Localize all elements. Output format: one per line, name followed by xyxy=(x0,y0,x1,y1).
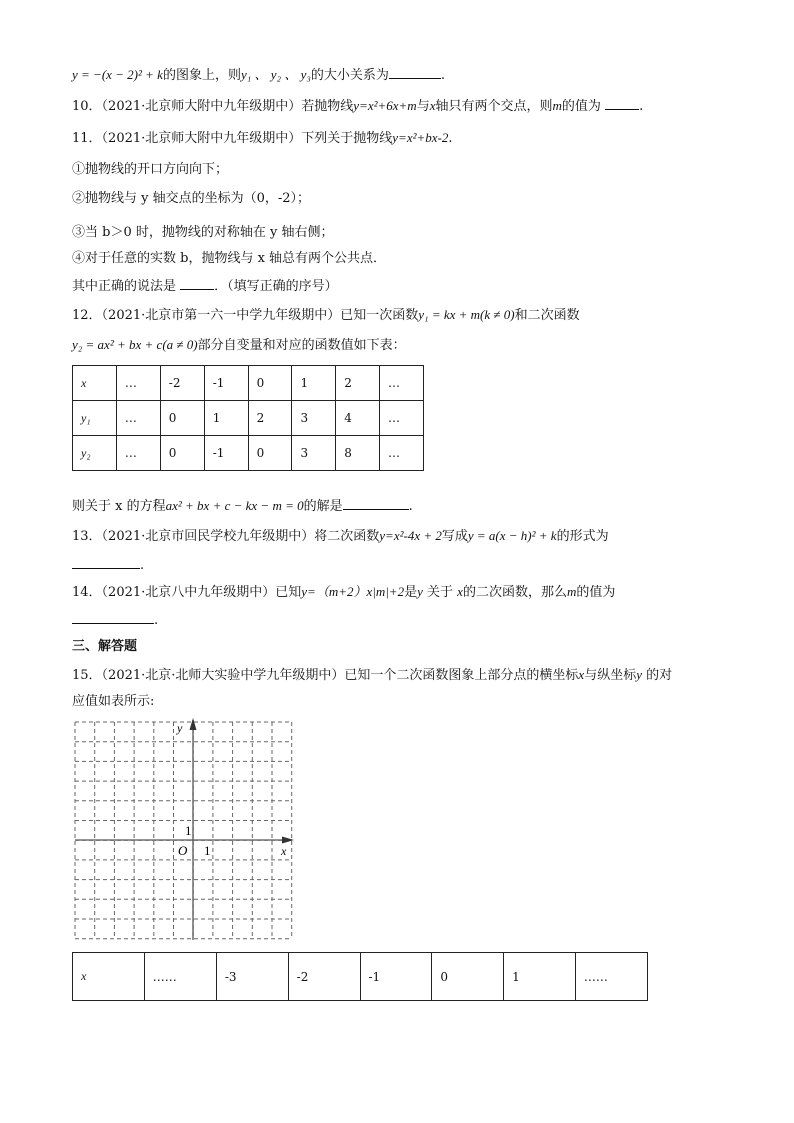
svg-text:O: O xyxy=(178,843,188,858)
q13-answer-line: . xyxy=(72,556,144,574)
answer-blank[interactable] xyxy=(180,277,214,290)
x-axis-arrow-icon xyxy=(282,837,294,844)
q15-line-2: 应值如表所示: xyxy=(72,694,155,709)
q11-option-1: ①抛物线的开口方向向下； xyxy=(72,162,229,177)
q12-ask: 则关于 x 的方程ax² + bx + c − kx − m = 0的解是 . xyxy=(72,498,413,514)
question-11: 11．（2021·北京师大附中九年级期中）下列关于抛物线y=x²+bx-2. xyxy=(72,130,453,146)
table-row: y₂ … 0 -1 0 3 8 … xyxy=(73,436,424,471)
q11-ask: 其中正确的说法是 ．（填写正确的序号） xyxy=(72,279,338,294)
coordinate-grid xyxy=(70,716,300,944)
answer-blank[interactable] xyxy=(389,66,441,79)
q11-option-2: ②抛物线与 y 轴交点的坐标为（0，-2）； xyxy=(72,191,311,206)
answer-blank[interactable] xyxy=(343,497,409,510)
svg-text:1: 1 xyxy=(204,843,211,858)
y-axis-arrow-icon xyxy=(190,718,197,730)
q15-value-table xyxy=(72,952,648,1001)
answer-blank[interactable] xyxy=(72,556,140,569)
question-13: 13．（2021·北京市回民学校九年级期中）将二次函数y=x²-4x + 2写成y = a(x − h)² + k的形式为 xyxy=(72,528,609,544)
table-row: x …… -3 -2 -1 0 1 …… xyxy=(73,953,648,1001)
table-row: x … -2 -1 0 1 2 … xyxy=(73,366,424,401)
q11-option-4: ④对于任意的实数 b，抛物线与 x 轴总有两个公共点． xyxy=(72,251,387,266)
question-14: 14．（2021·北京八中九年级期中）已知y=（m+2）x|m|+2是y 关于 x的二次函数，那么m的值为 xyxy=(72,584,616,600)
svg-text:1: 1 xyxy=(185,823,192,838)
section-heading: 三、解答题 xyxy=(72,639,138,654)
q14-answer-line: . xyxy=(72,611,158,629)
svg-text:y: y xyxy=(177,721,183,735)
question-15: 15．（2021·北京·北师大实验中学九年级期中）已知一个二次函数图象上部分点的横坐标x与纵坐标y 的对 xyxy=(72,667,673,683)
answer-blank[interactable] xyxy=(605,97,639,110)
q12-line-2: y₂ = ax² + bx + c(a ≠ 0)部分自变量和对应的函数值如下表： xyxy=(72,337,406,353)
q12-value-table xyxy=(72,365,424,471)
q11-option-3: ③当 b＞0 时，抛物线的对称轴在 y 轴右侧； xyxy=(72,225,334,240)
question-12: 12．（2021·北京市第一六一中学九年级期中）已知一次函数y₁ = kx + m(k ≠ 0)和二次函数 xyxy=(72,307,580,323)
question-10: 10．（2021·北京师大附中九年级期中）若抛物线y=x²+6x+m与x轴只有两个交点，则m的值为 . xyxy=(72,98,644,114)
answer-blank[interactable] xyxy=(72,611,154,624)
table-row: y₁ … 0 1 2 3 4 … xyxy=(73,401,424,436)
q9-tail: y = −(x − 2)² + k的图象上，则y₁ 、 y₂ 、 y₃的大小关系为 . xyxy=(72,67,446,83)
svg-text:x: x xyxy=(281,844,287,858)
